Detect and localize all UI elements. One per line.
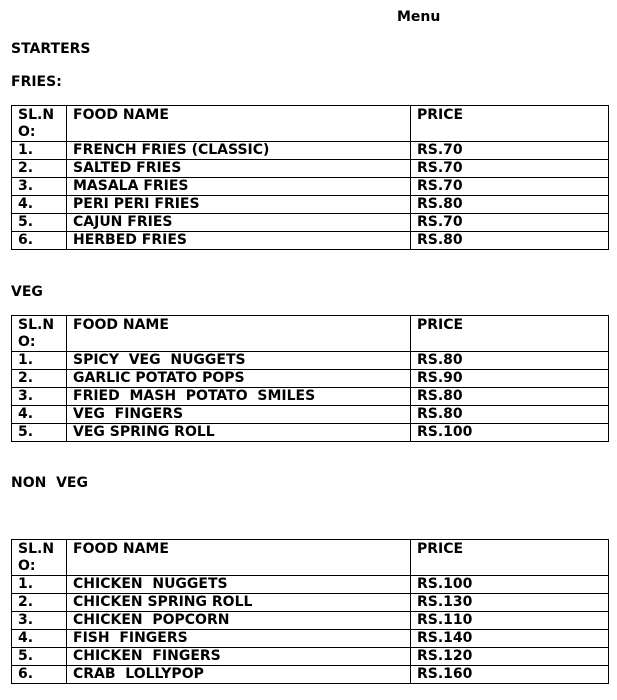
sl-no-cell: 1. bbox=[12, 142, 67, 160]
sl-no-cell: 4. bbox=[12, 196, 67, 214]
section-heading-starters: STARTERS bbox=[11, 41, 91, 57]
food-name-cell: VEG FINGERS bbox=[67, 406, 411, 424]
column-header-sl-no: SL.NO: bbox=[12, 540, 67, 576]
price-cell: RS.70 bbox=[411, 178, 609, 196]
sl-no-cell: 2. bbox=[12, 370, 67, 388]
column-header-price: PRICE bbox=[411, 106, 609, 142]
sl-no-cell: 3. bbox=[12, 178, 67, 196]
price-cell: RS.80 bbox=[411, 388, 609, 406]
price-cell: RS.140 bbox=[411, 630, 609, 648]
sl-no-cell: 5. bbox=[12, 214, 67, 232]
sl-no-cell: 4. bbox=[12, 630, 67, 648]
price-cell: RS.120 bbox=[411, 648, 609, 666]
table-row bbox=[12, 648, 609, 666]
category-heading-non-veg: NON VEG bbox=[11, 475, 88, 491]
food-name-cell: CAJUN FRIES bbox=[67, 214, 411, 232]
table-row bbox=[12, 666, 609, 684]
column-header-price: PRICE bbox=[411, 316, 609, 352]
food-name-cell: CHICKEN NUGGETS bbox=[67, 576, 411, 594]
table-header-row bbox=[12, 106, 609, 142]
price-cell: RS.100 bbox=[411, 424, 609, 442]
table-row bbox=[12, 424, 609, 442]
column-header-sl-no: SL.NO: bbox=[12, 316, 67, 352]
table-row bbox=[12, 576, 609, 594]
column-header-food-name: FOOD NAME bbox=[67, 106, 411, 142]
table-row bbox=[12, 612, 609, 630]
sl-no-cell: 2. bbox=[12, 594, 67, 612]
table-row bbox=[12, 232, 609, 250]
food-name-cell: FRIED MASH POTATO SMILES bbox=[67, 388, 411, 406]
price-cell: RS.90 bbox=[411, 370, 609, 388]
table-row bbox=[12, 214, 609, 232]
non-veg-table bbox=[11, 539, 609, 684]
table-row bbox=[12, 388, 609, 406]
food-name-cell: VEG SPRING ROLL bbox=[67, 424, 411, 442]
food-name-cell: SPICY VEG NUGGETS bbox=[67, 352, 411, 370]
sl-no-cell: 6. bbox=[12, 666, 67, 684]
food-name-cell: HERBED FRIES bbox=[67, 232, 411, 250]
category-heading-veg: VEG bbox=[11, 284, 43, 300]
food-name-cell: SALTED FRIES bbox=[67, 160, 411, 178]
sl-no-cell: 5. bbox=[12, 424, 67, 442]
column-header-price: PRICE bbox=[411, 540, 609, 576]
food-name-cell: FISH FINGERS bbox=[67, 630, 411, 648]
food-name-cell: CHICKEN FINGERS bbox=[67, 648, 411, 666]
column-header-food-name: FOOD NAME bbox=[67, 316, 411, 352]
price-cell: RS.80 bbox=[411, 352, 609, 370]
price-cell: RS.70 bbox=[411, 160, 609, 178]
column-header-food-name: FOOD NAME bbox=[67, 540, 411, 576]
price-cell: RS.160 bbox=[411, 666, 609, 684]
sl-no-cell: 1. bbox=[12, 352, 67, 370]
table-row bbox=[12, 370, 609, 388]
food-name-cell: CHICKEN SPRING ROLL bbox=[67, 594, 411, 612]
price-cell: RS.130 bbox=[411, 594, 609, 612]
table-header-row bbox=[12, 540, 609, 576]
sl-no-cell: 3. bbox=[12, 612, 67, 630]
sl-no-cell: 3. bbox=[12, 388, 67, 406]
page-title: Menu bbox=[397, 9, 441, 25]
price-cell: RS.80 bbox=[411, 232, 609, 250]
price-cell: RS.70 bbox=[411, 214, 609, 232]
price-cell: RS.100 bbox=[411, 576, 609, 594]
price-cell: RS.80 bbox=[411, 196, 609, 214]
sl-no-cell: 6. bbox=[12, 232, 67, 250]
table-row bbox=[12, 142, 609, 160]
price-cell: RS.80 bbox=[411, 406, 609, 424]
food-name-cell: GARLIC POTATO POPS bbox=[67, 370, 411, 388]
table-row bbox=[12, 160, 609, 178]
column-header-sl-no: SL.NO: bbox=[12, 106, 67, 142]
table-row bbox=[12, 406, 609, 424]
table-row bbox=[12, 594, 609, 612]
fries-table bbox=[11, 105, 609, 250]
price-cell: RS.110 bbox=[411, 612, 609, 630]
food-name-cell: MASALA FRIES bbox=[67, 178, 411, 196]
food-name-cell: CHICKEN POPCORN bbox=[67, 612, 411, 630]
table-row bbox=[12, 630, 609, 648]
table-row bbox=[12, 178, 609, 196]
sl-no-cell: 1. bbox=[12, 576, 67, 594]
sl-no-cell: 2. bbox=[12, 160, 67, 178]
table-row bbox=[12, 196, 609, 214]
price-cell: RS.70 bbox=[411, 142, 609, 160]
food-name-cell: PERI PERI FRIES bbox=[67, 196, 411, 214]
food-name-cell: FRENCH FRIES (CLASSIC) bbox=[67, 142, 411, 160]
veg-table bbox=[11, 315, 609, 442]
sl-no-cell: 4. bbox=[12, 406, 67, 424]
category-heading-fries: FRIES: bbox=[11, 74, 62, 90]
food-name-cell: CRAB LOLLYPOP bbox=[67, 666, 411, 684]
table-header-row bbox=[12, 316, 609, 352]
table-row bbox=[12, 352, 609, 370]
sl-no-cell: 5. bbox=[12, 648, 67, 666]
